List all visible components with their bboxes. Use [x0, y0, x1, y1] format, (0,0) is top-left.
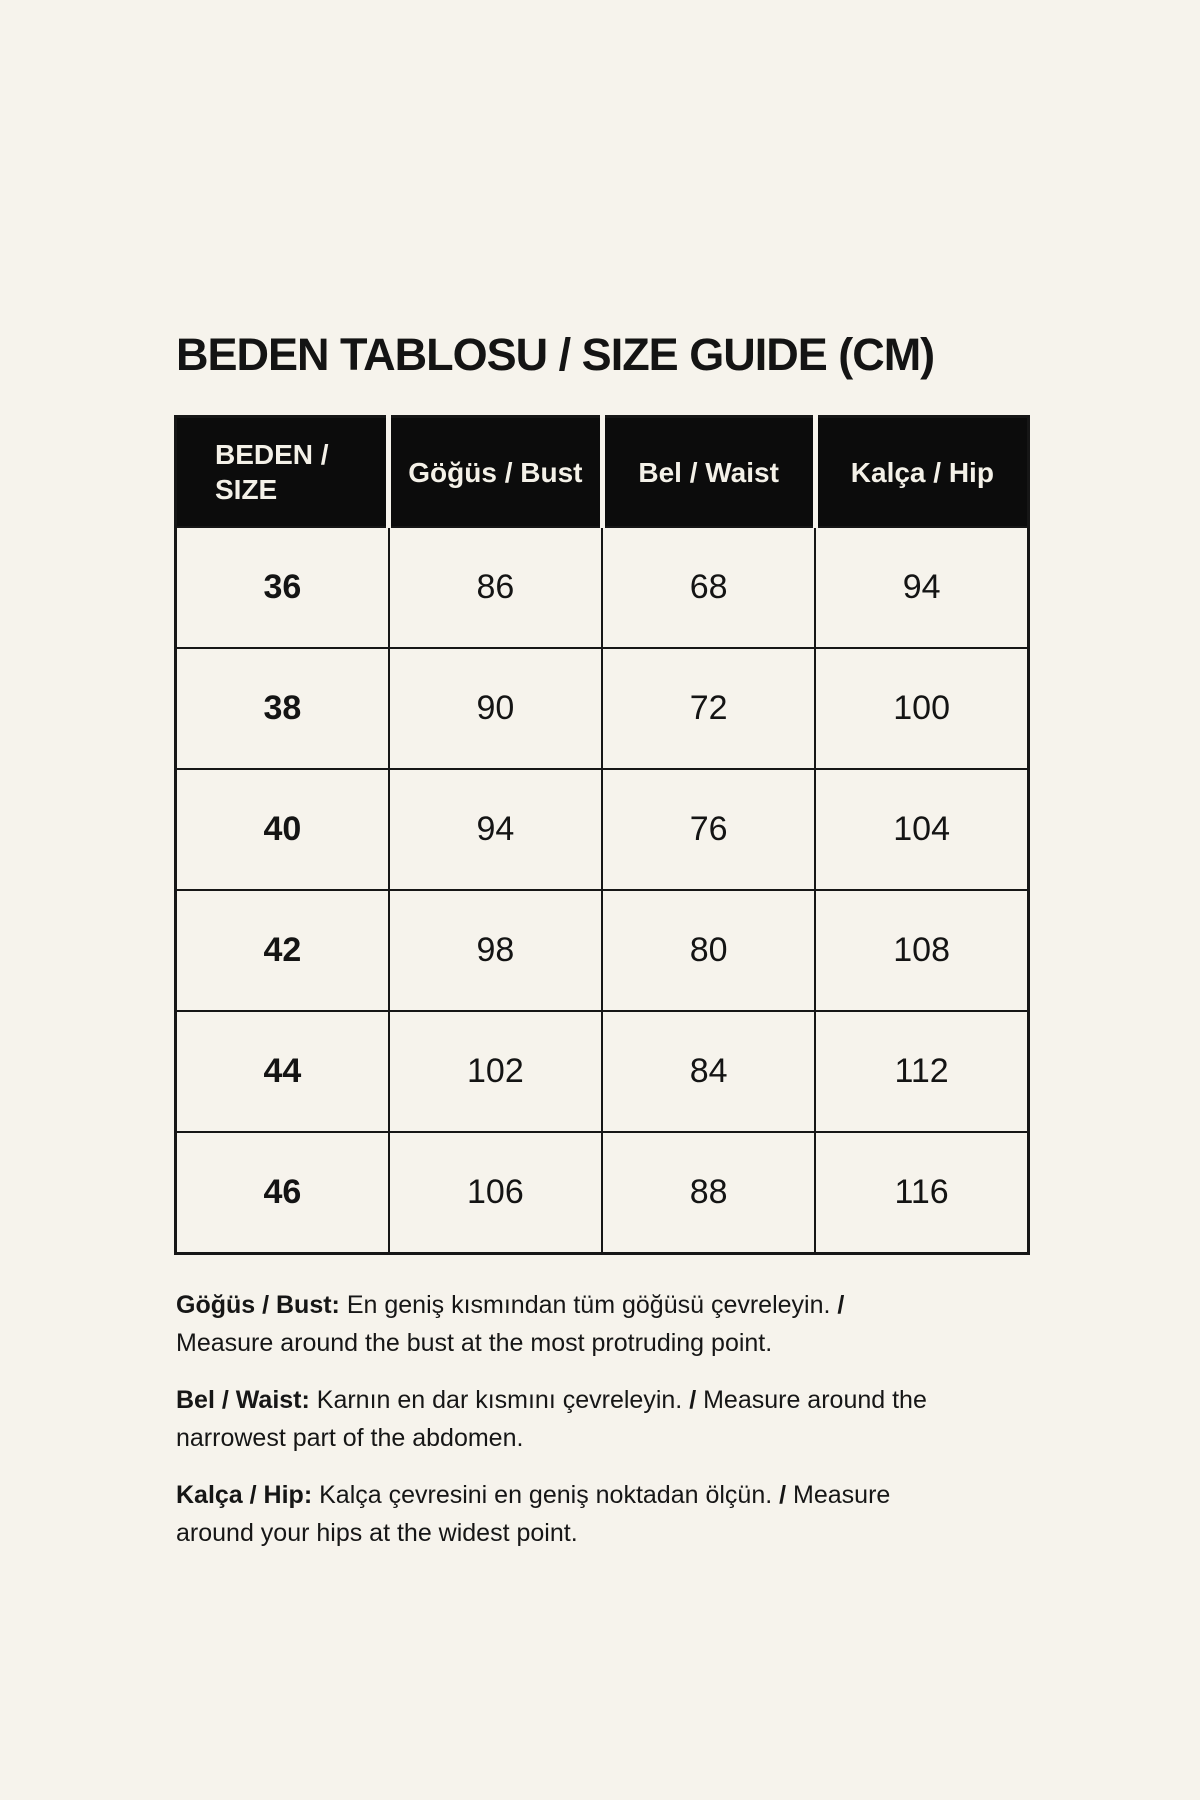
note-separator: /: [779, 1481, 787, 1509]
note-waist: [176, 1381, 934, 1457]
hip-cell: 104: [815, 769, 1028, 890]
table-row: [176, 769, 1029, 890]
hip-cell: 108: [815, 890, 1028, 1011]
bust-cell: 86: [389, 527, 602, 648]
note-text-en: Measure around the bust at the most protruding point.: [176, 1329, 773, 1357]
size-cell: 38: [176, 648, 389, 769]
hip-cell: 112: [815, 1011, 1028, 1132]
waist-cell: 68: [602, 527, 815, 648]
note-label: Göğüs / Bust:: [176, 1291, 340, 1319]
note-text-tr: Kalça çevresini en geniş noktadan ölçün.: [319, 1481, 773, 1509]
note-bust: [176, 1286, 934, 1362]
note-label: Bel / Waist:: [176, 1386, 310, 1414]
table-row: [176, 1011, 1029, 1132]
note-text-en: Measure around the narrowest part of the abdomen.: [176, 1386, 927, 1452]
hip-cell: 100: [815, 648, 1028, 769]
size-cell: 44: [176, 1011, 389, 1132]
size-table: [174, 415, 1030, 1255]
size-cell: 36: [176, 527, 389, 648]
table-row: [176, 1132, 1029, 1254]
table-row: [176, 890, 1029, 1011]
column-header-bust: Göğüs / Bust: [389, 417, 602, 528]
waist-cell: 88: [602, 1132, 815, 1254]
measurement-notes: [176, 1286, 934, 1571]
note-text-tr: Karnın en dar kısmını çevreleyin.: [316, 1386, 683, 1414]
size-cell: 46: [176, 1132, 389, 1254]
size-cell: 42: [176, 890, 389, 1011]
note-hip: [176, 1476, 934, 1552]
bust-cell: 90: [389, 648, 602, 769]
size-cell: 40: [176, 769, 389, 890]
column-header-waist: Bel / Waist: [602, 417, 815, 528]
column-header-size: BEDEN / SIZE: [176, 417, 389, 528]
hip-cell: 94: [815, 527, 1028, 648]
note-separator: /: [689, 1386, 697, 1414]
note-text-tr: En geniş kısmından tüm göğüsü çevreleyin.: [346, 1291, 831, 1319]
size-table-header-row: [176, 417, 1029, 528]
page-title: BEDEN TABLOSU / SIZE GUIDE (CM): [176, 329, 935, 380]
table-row: [176, 527, 1029, 648]
hip-cell: 116: [815, 1132, 1028, 1254]
note-text-en: Measure around your hips at the widest point.: [176, 1481, 891, 1547]
waist-cell: 76: [602, 769, 815, 890]
table-row: [176, 648, 1029, 769]
waist-cell: 80: [602, 890, 815, 1011]
column-header-hip: Kalça / Hip: [815, 417, 1028, 528]
waist-cell: 84: [602, 1011, 815, 1132]
bust-cell: 106: [389, 1132, 602, 1254]
note-label: Kalça / Hip:: [176, 1481, 313, 1509]
bust-cell: 102: [389, 1011, 602, 1132]
bust-cell: 98: [389, 890, 602, 1011]
note-separator: /: [837, 1291, 845, 1319]
waist-cell: 72: [602, 648, 815, 769]
bust-cell: 94: [389, 769, 602, 890]
